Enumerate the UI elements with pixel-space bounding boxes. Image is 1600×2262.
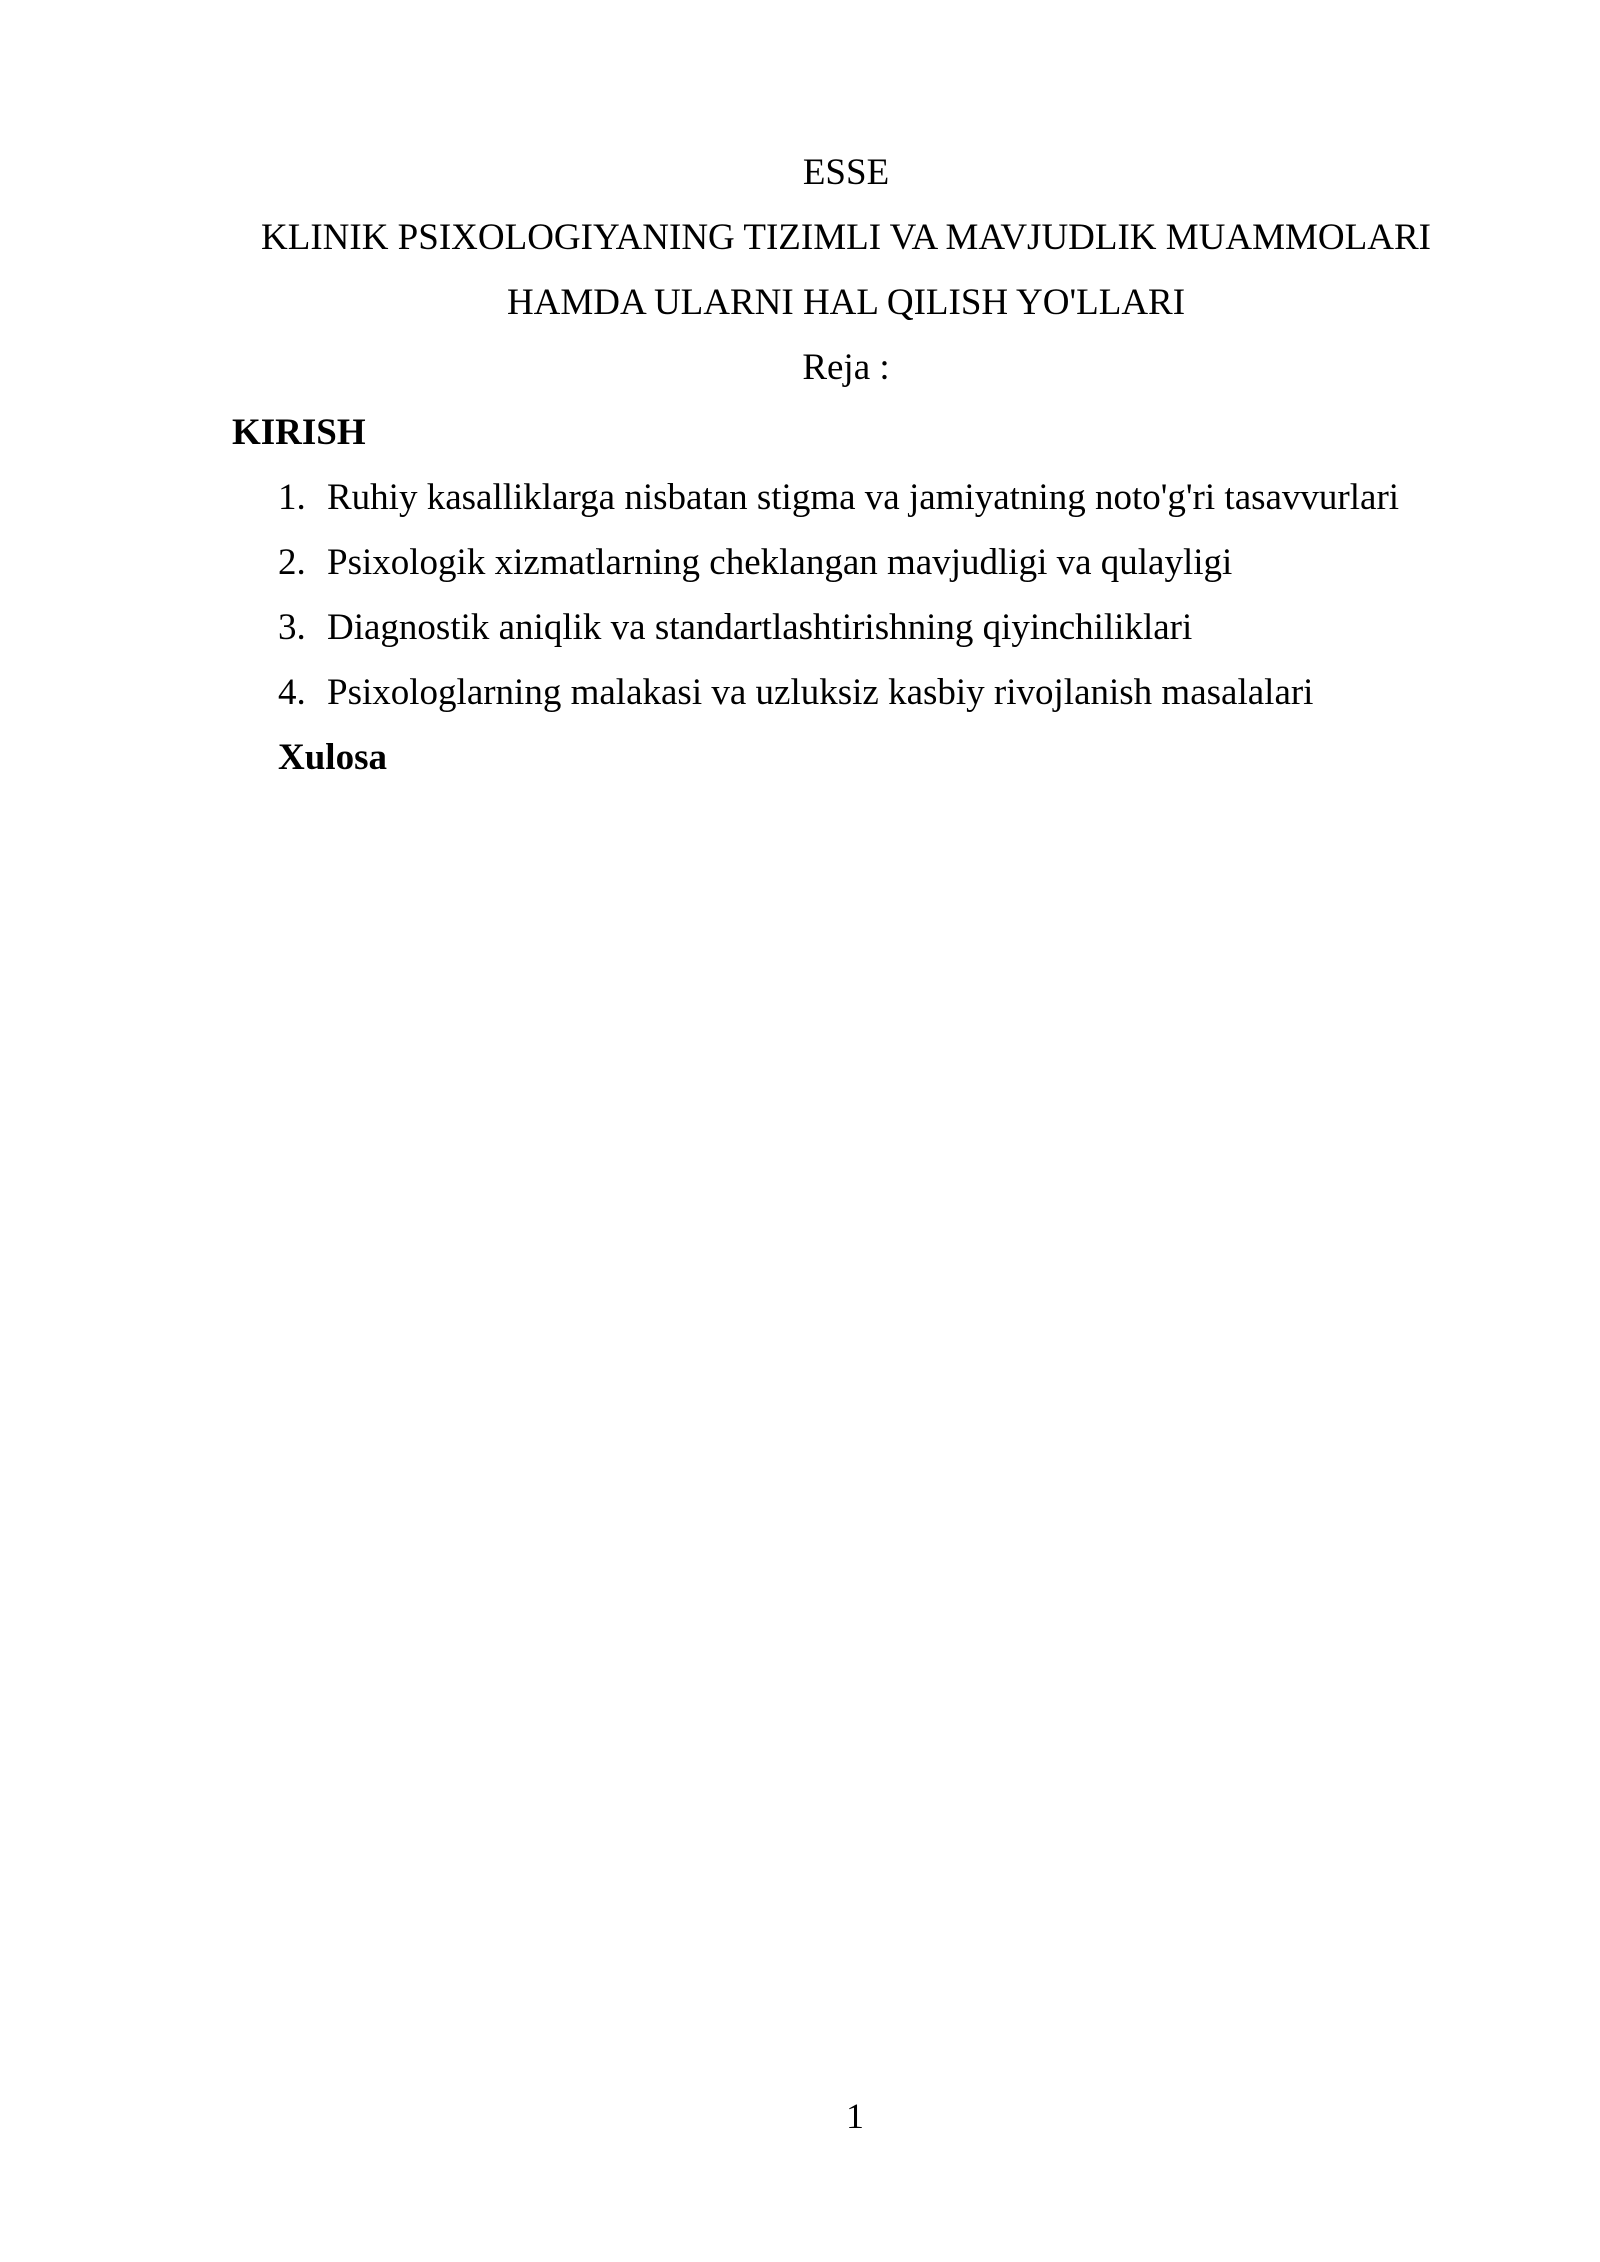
conclusion-heading-xulosa: Xulosa [278,737,387,778]
list-item [232,465,1460,530]
list-item [232,660,1460,725]
document-title-main-line1: KLINIK PSIXOLOGIYANING TIZIMLI VA MAVJUDLIK MUAMMOLARI [261,217,1431,258]
list-item-number: 1. [278,477,306,518]
list-item-text: Psixologlarning malakasi va uzluksiz kasbiy rivojlanish masalalari [327,672,1314,713]
list-item-number: 2. [278,542,306,583]
list-item [232,595,1460,660]
outline-list [232,465,1460,725]
document-title-esse: ESSE [802,152,890,193]
list-item-text: Psixologik xizmatlarning cheklangan mavjudligi va qulayligi [327,542,1233,583]
list-item-text: Diagnostik aniqlik va standartlashtirishning qiyinchiliklari [327,607,1193,648]
plan-label: Reja : [802,347,890,388]
page-number-footer: 1 [846,2096,864,2136]
document-content [232,140,1460,790]
section-heading-kirish: KIRISH [232,412,366,453]
document-title-main-line2: HAMDA ULARNI HAL QILISH YO'LLARI [506,282,1186,323]
list-item-text: Ruhiy kasalliklarga nisbatan stigma va jamiyatning noto'g'ri tasavvurlari [327,477,1400,518]
list-item-number: 4. [278,672,306,713]
list-item [232,530,1460,595]
list-item-number: 3. [278,607,306,648]
